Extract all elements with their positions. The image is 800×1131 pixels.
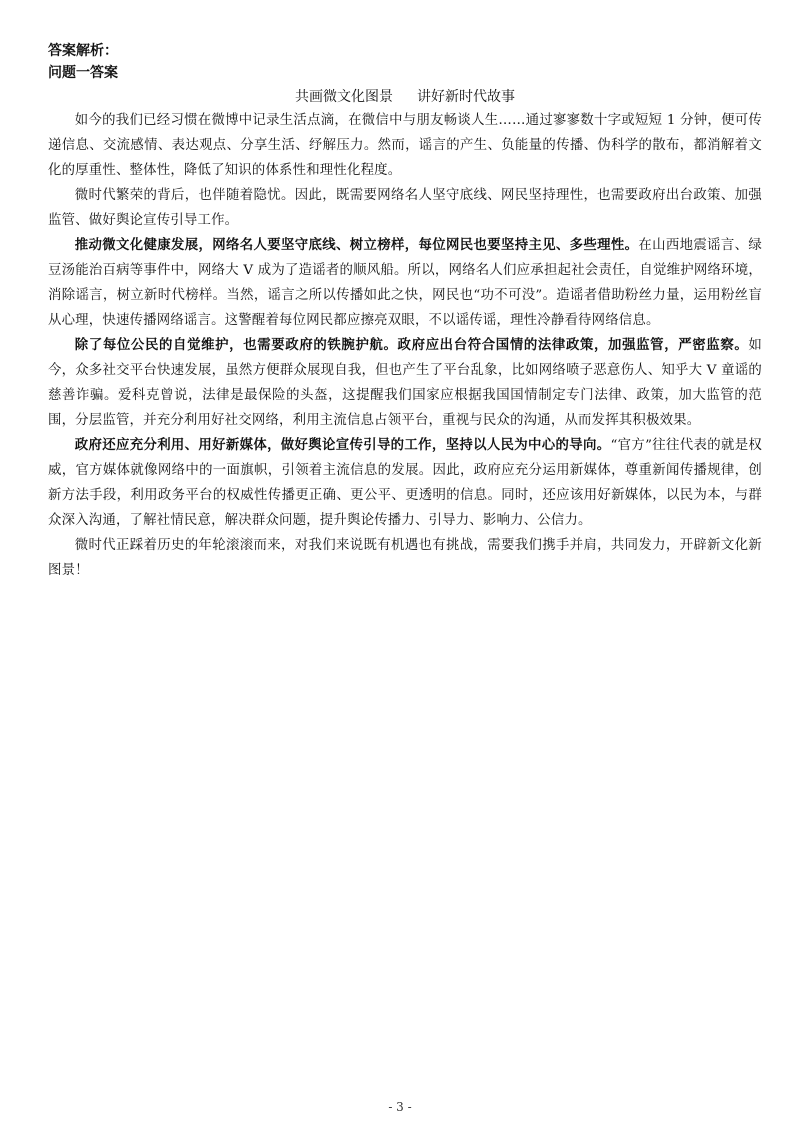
document-content xyxy=(48,40,762,583)
paragraph-5 xyxy=(48,433,762,533)
paragraph-3-bold: 推动微文化健康发展，网络名人要坚守底线、树立榜样，每位网民也要坚持主见、多些理性。 xyxy=(74,238,639,253)
paragraph-5-text: “官方”往往代表的就是权威，官方媒体就像网络中的一面旗帜，引领着主流信息的发展。因此，政府应充分运用新媒体，尊重新闻传播规律，创新方法手段，利用政务平台的权威性传播更正确、更公平、更透明的信息。同时，还应该用好新媒体，以民为本，与群众深入沟通，了解社情民意，解决群众问题，提升舆论传播力、引导力、影响力、公信力。 xyxy=(48,438,763,528)
paragraph-1-text: 如今的我们已经习惯在微博中记录生活点滴，在微信中与朋友畅谈人生……通过寥寥数十字或短短 1 分钟，便可传递信息、交流感情、表达观点、分享生活、纾解压力。然而，谣言的产生、负能量的传播、伪科学的散布，都消解着文化的厚重性、整体性，降低了知识的体系性和理性化程度。 xyxy=(48,113,762,178)
answer-heading: 问题一答案 xyxy=(48,65,118,81)
paragraph-5-bold: 政府还应充分利用、用好新媒体，做好舆论宣传引导的工作，坚持以人民为中心的导向。 xyxy=(74,438,611,453)
essay-title xyxy=(48,86,762,108)
paragraph-4-bold: 除了每位公民的自觉维护，也需要政府的铁腕护航。政府应出台符合国情的法律政策，加强监管，严密监察。 xyxy=(74,338,749,353)
paragraph-4-text: 如今，众多社交平台快速发展，虽然方便群众展现自我，但也产生了平台乱象，比如网络喷子恶意伤人、知乎大 V 童谣的慈善诈骗。爱科克曾说，法律是最保险的头盔，这提醒我们国家应根据我国国情制定专门法律、政策，加大监管的范围，分层监管，并充分利用好社交网络，利用主流信息占领平台，重视与民众的沟通，从而发挥其积极效果。 xyxy=(48,338,762,428)
paragraph-1 xyxy=(48,108,762,183)
paragraph-4 xyxy=(48,333,762,433)
essay-title-left: 共画微文化图景 xyxy=(295,89,393,105)
page-number: - 3 - xyxy=(388,1100,412,1114)
paragraph-2 xyxy=(48,183,762,233)
analysis-heading: 答案解析： xyxy=(48,43,118,59)
paragraph-6 xyxy=(48,533,762,583)
paragraph-3-text: 在山西地震谣言、绿豆汤能治百病等事件中，网络大 V 成为了造谣者的顺风船。所以，网络名人们应承担起社会责任，自觉维护网络环境，消除谣言，树立新时代榜样。当然，谣言之所以传播如此之快，网民也“功不可没”。造谣者借助粉丝力量，运用粉丝盲从心理，快速传播网络谣言。这警醒着每位网民都应擦亮双眼，不以谣传谣，理性冷静看待网络信息。 xyxy=(48,238,762,328)
paragraph-2-text: 微时代繁荣的背后，也伴随着隐忧。因此，既需要网络名人坚守底线、网民坚持理性，也需要政府出台政策、加强监管、做好舆论宣传引导工作。 xyxy=(48,188,762,228)
paragraph-3 xyxy=(48,233,762,333)
paragraph-6-text: 微时代正踩着历史的年轮滚滚而来，对我们来说既有机遇也有挑战，需要我们携手并肩，共同发力，开辟新文化新图景！ xyxy=(48,538,762,578)
essay-title-right: 讲好新时代故事 xyxy=(417,89,515,105)
